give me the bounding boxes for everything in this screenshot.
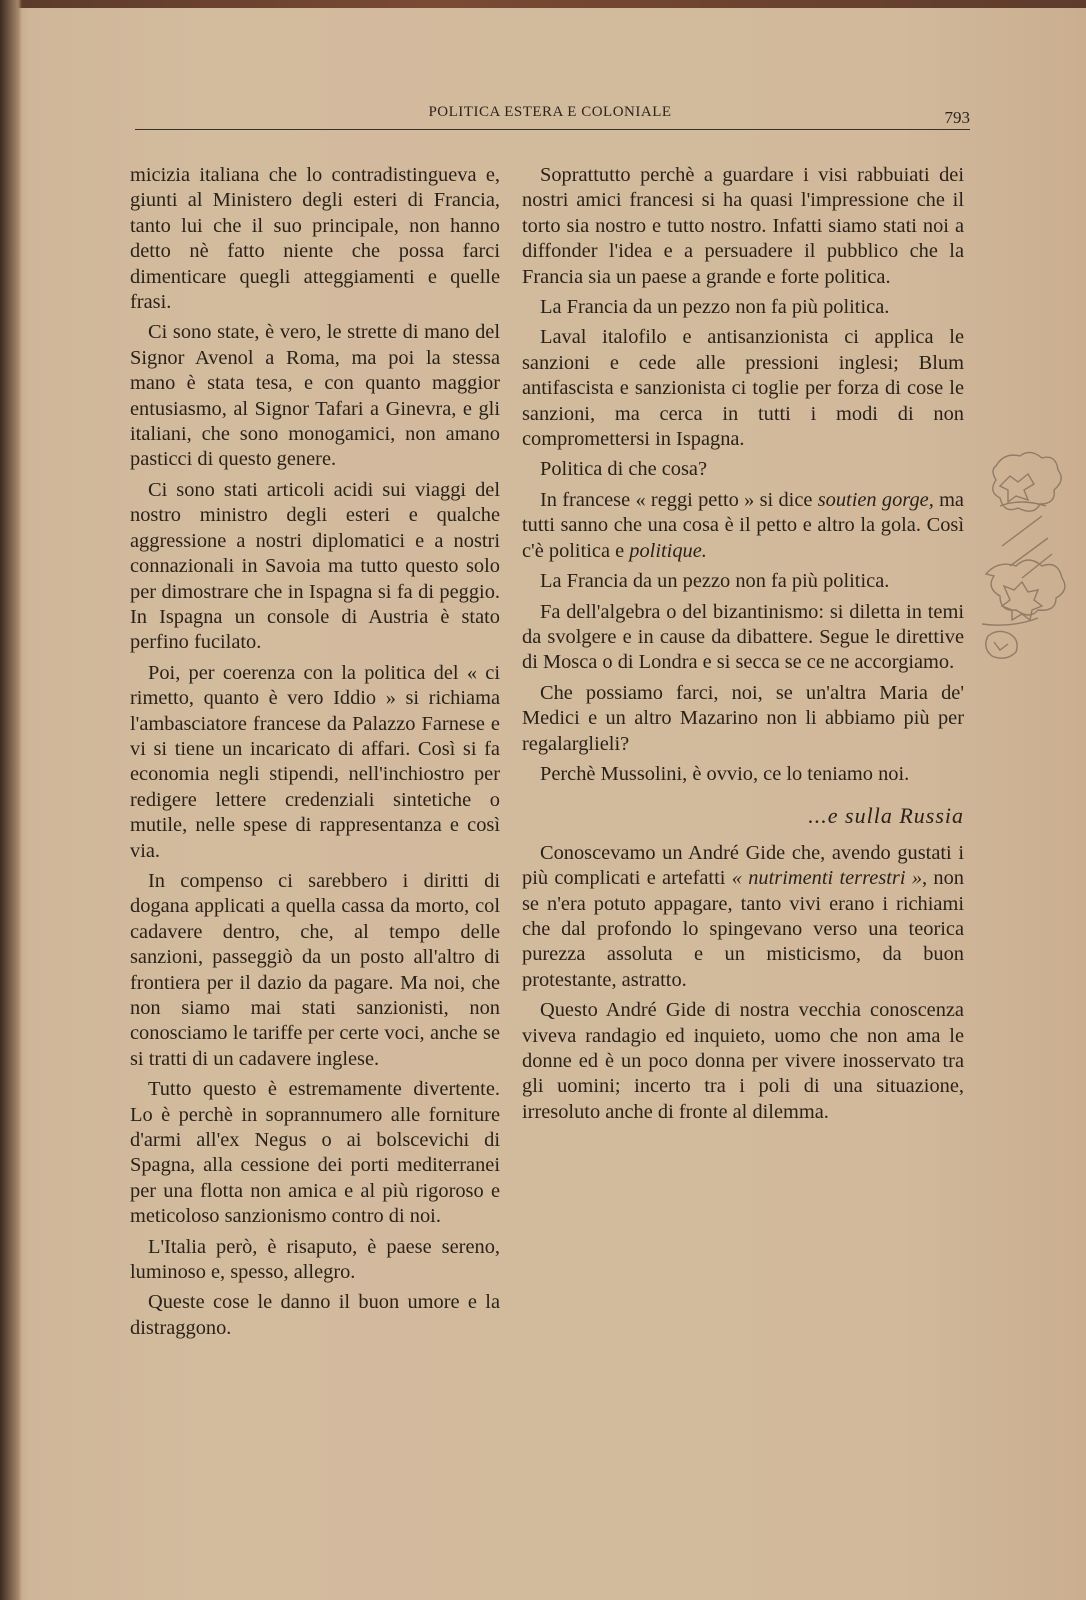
section-heading: ...e sulla Russia: [808, 803, 964, 829]
paragraph: In compenso ci sarebbero i diritti di dogana applicati a quella cassa da morto, col cadavere dentro, che, al tempo delle sanzioni, passeggiò da un posto all'altro di frontiera per il dazio da pagare. Ma noi, che non siamo mai stati sanzionisti, non conosciamo le tariffe per certe voci, anche se si tratti di un cadavere inglese.: [130, 869, 500, 1070]
paragraph: Ci sono stati articoli acidi sui viaggi del nostro ministro degli esteri e qualche aggressione a nostri diplomatici e a nostri connazionali in Savoia ma tutto questo solo per dimostrare che in Ispagna si fa di peggio. In Ispagna un console di Austria è stato perfino fucilato.: [130, 478, 500, 654]
paragraph: La Francia da un pezzo non fa più politica.: [540, 296, 890, 319]
paragraph: micizia italiana che lo contradistingueva e, giunti al Ministero degli esteri di Francia, tanto lui che il suo principale, non hanno detto nè fatto niente che possa farci dimenticare quegli atteggiamenti e quelle frasi.: [130, 164, 500, 314]
page-binding-edge: [0, 0, 22, 1600]
paragraph-soutien: [522, 488, 964, 564]
paragraph: Tutto questo è estremamente divertente. Lo è perchè in soprannumero alle forniture d'armi all'ex Negus o ai bolscevichi di Spagna, alla cessione dei porti mediterranei per una flotta non amica e al più rigoroso e meticoloso sanzionismo contro di noi.: [130, 1078, 500, 1228]
page-top-edge: [0, 0, 1086, 8]
paragraph: Poi, per coerenza con la politica del « ci rimetto, quanto è vero Iddio » si richiama l'ambasciatore francese da Palazzo Farnese e vi si tiene un incaricato di affari. Così si fa economia negli stipendi, nell'inchiostro per redigere lettere credenziali sintetiche o mutile, nelle spese di rappresentanza e così via.: [130, 661, 500, 862]
paragraph: Politica di che cosa?: [540, 458, 708, 481]
left-column: [130, 163, 500, 1346]
paragraph: Laval italofilo e antisanzionista ci applica le sanzioni e cede alle pressioni inglesi; Blum antifascista e sanzionista ci toglie per forza di cose le sanzioni, ma cerca in tutti i modi di non compromettersi in Ispagna.: [522, 326, 964, 451]
page-number: 793: [944, 108, 970, 127]
paragraph: L'Italia però, è risaputo, è paese sereno, luminoso e, spesso, allegro.: [130, 1235, 500, 1284]
paragraph: Soprattutto perchè a guardare i visi rabbuiati dei nostri amici francesi si ha quasi l'impressione che il torto sia nostro e tutto nostro. Infatti siamo stati noi a diffonder l'idea e a persuadere il pubblico che la Francia sia un paese a grande e forte politica.: [522, 164, 964, 288]
paragraph: Queste cose le danno il buon umore e la distraggono.: [130, 1291, 500, 1339]
text-run: Conoscevamo un André Gide che, avendo gustati i più complicati e artefatti: [522, 841, 964, 890]
paragraph: Che possiamo farci, noi, se un'altra Maria de' Medici e un altro Mazarino non li abbiamo più per regalarglieli?: [522, 681, 964, 755]
italic-run: politique.: [629, 539, 707, 562]
library-stamp-icon: [982, 446, 1068, 688]
paragraph: La Francia da un pezzo non fa più politica.: [540, 570, 890, 593]
paragraph-gide: [522, 841, 964, 993]
italic-run: « nutrimenti terrestri »,: [731, 867, 928, 890]
header-rule: [135, 129, 970, 130]
paragraph: Questo André Gide di nostra vecchia conoscenza viveva randagio ed inquieto, uomo che non ama le donne ed è un poco donna per vivere inosservato tra gli uomini; incerto tra i poli di una situazione, irresoluto anche di fronte al dilemma.: [522, 999, 964, 1123]
paragraph: Ci sono state, è vero, le strette di mano del Signor Avenol a Roma, ma poi la stessa mano è stata tesa, e con quanto maggior entusiasmo, al Signor Tafari a Ginevra, e gli italiani, che sono monogamici, non amano pasticci di questo genere.: [130, 321, 500, 471]
italic-run: soutien gorge,: [817, 488, 934, 511]
paragraph: Fa dell'algebra o del bizantinismo: si diletta in temi da svolgere e in cause da dibattere. Segue le direttive di Mosca o di Londra e si secca se ce ne accorgiamo.: [522, 600, 964, 674]
paragraph: Perchè Mussolini, è ovvio, ce lo teniamo noi.: [540, 762, 910, 785]
page-header: [130, 104, 970, 132]
text-run: ma tutti sanno che una cosa è il petto e altro la gola. Così c'è politica e: [522, 488, 964, 562]
running-head: POLITICA ESTERA E COLONIALE: [428, 104, 672, 120]
right-column: [522, 163, 964, 1130]
text-run: non se n'era potuto appagare, tanto vivi erano i richiami che dal profondo lo spingevano verso una teorica purezza assoluta e un misticismo, da buon protestante, astratto.: [522, 867, 964, 991]
text-run: In francese « reggi petto » si dice: [540, 488, 818, 511]
